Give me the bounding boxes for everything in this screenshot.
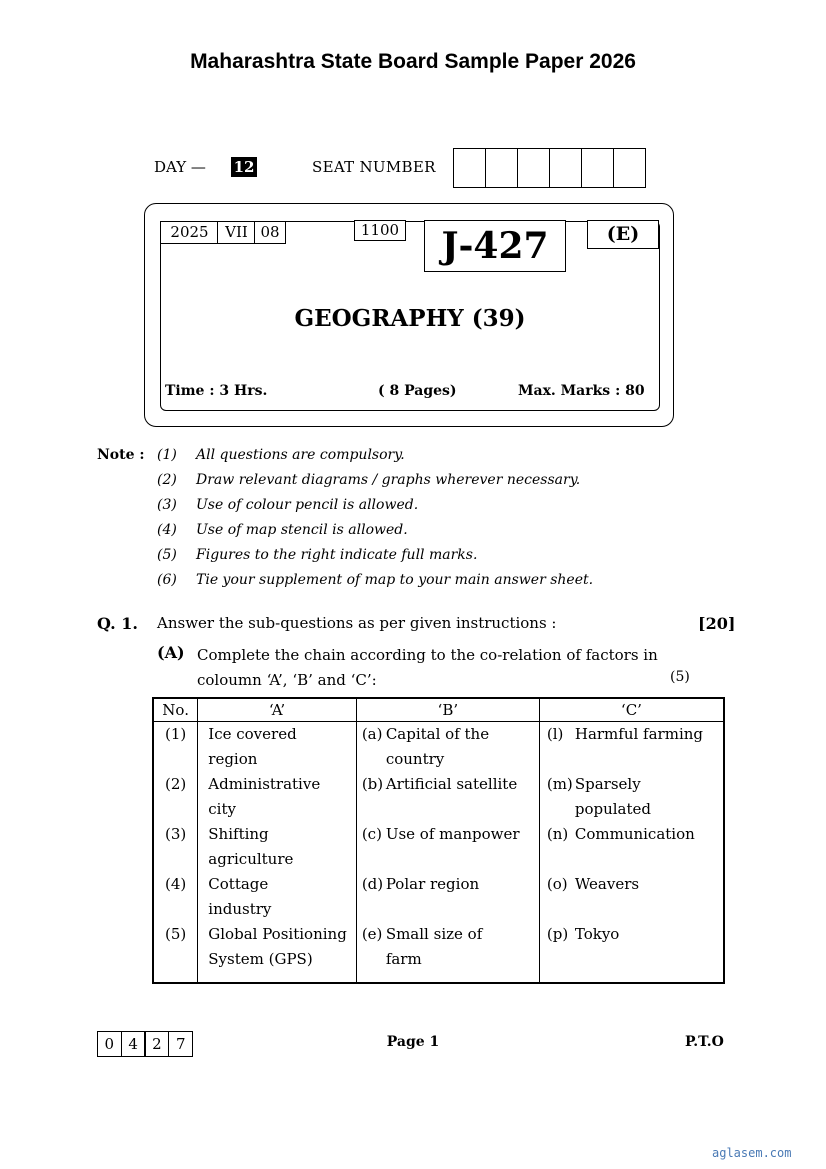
- question-marks: [20]: [698, 614, 736, 633]
- row-number: (2): [153, 772, 198, 822]
- cell-line: Communication: [574, 825, 695, 843]
- exam-year: 2025: [160, 221, 219, 244]
- row-number: (1): [153, 722, 198, 773]
- note-label: Note :: [97, 447, 145, 463]
- sub-question-marks: (5): [670, 669, 690, 685]
- seat-box: [549, 148, 582, 188]
- table-header-row: [153, 698, 724, 722]
- sub-question-line: Complete the chain according to the co-relation of factors in: [197, 646, 658, 664]
- seat-box: [613, 148, 646, 188]
- option-label: (e): [361, 925, 383, 943]
- page-title: Maharashtra State Board Sample Paper 2026: [190, 50, 636, 73]
- seat-box: [581, 148, 614, 188]
- note-item: [157, 547, 477, 563]
- sub-question-label: (A): [157, 643, 185, 662]
- column-c-cell: [539, 772, 724, 822]
- cell-line: populated: [574, 800, 652, 818]
- column-b-cell: [356, 822, 539, 872]
- language-code: (E): [587, 220, 659, 249]
- cell-line: country: [385, 750, 445, 768]
- cell-line: Use of manpower: [385, 825, 520, 843]
- column-header-b: ‘B’: [356, 698, 539, 722]
- cell-line: region: [208, 750, 258, 768]
- column-header-c: ‘C’: [539, 698, 724, 722]
- note-number: (6): [157, 572, 177, 588]
- note-item: [157, 522, 408, 538]
- seat-box: [453, 148, 486, 188]
- note-number: (5): [157, 547, 177, 563]
- sub-question-line: coloumn ‘A’, ‘B’ and ‘C’:: [197, 671, 377, 689]
- watermark: aglasem.com: [712, 1146, 792, 1160]
- question-number: Q. 1.: [97, 614, 138, 633]
- column-a-cell: [198, 772, 357, 822]
- note-text: Figures to the right indicate full marks.: [196, 547, 478, 563]
- column-c-cell: [539, 872, 724, 922]
- cell-line: Cottage: [208, 875, 269, 893]
- option-label: (l): [546, 725, 564, 743]
- option-label: (n): [546, 825, 569, 843]
- question-text: Answer the sub-questions as per given instructions :: [157, 614, 557, 632]
- column-a-cell: [198, 872, 357, 922]
- table-row: [153, 872, 724, 922]
- note-text: Use of colour pencil is allowed.: [196, 497, 419, 513]
- cell-line: Artificial satellite: [385, 775, 518, 793]
- cell-line: Administrative: [208, 775, 321, 793]
- cell-line: Capital of the: [385, 725, 490, 743]
- pto-label: P.T.O: [685, 1034, 724, 1050]
- seat-box: [517, 148, 550, 188]
- option-label: (b): [361, 775, 384, 793]
- note-item: [157, 472, 580, 488]
- table-row: [153, 922, 724, 983]
- column-a-cell: [198, 722, 357, 773]
- row-number: (4): [153, 872, 198, 922]
- note-number: (1): [157, 447, 177, 463]
- column-b-cell: [356, 922, 539, 983]
- row-number: (3): [153, 822, 198, 872]
- day-value: 12: [231, 157, 257, 177]
- column-b-cell: [356, 722, 539, 773]
- exam-date: 08: [254, 221, 286, 244]
- exam-month: VII: [217, 221, 256, 244]
- code-digit: 0: [97, 1031, 122, 1057]
- paper-code: J-427: [424, 220, 566, 272]
- exam-time-code: 1100: [354, 220, 406, 241]
- page-number: Page 1: [386, 1034, 440, 1050]
- day-label: DAY —: [154, 158, 206, 176]
- option-label: (o): [546, 875, 568, 893]
- note-text: Draw relevant diagrams / graphs wherever necessary.: [196, 472, 581, 488]
- note-number: (2): [157, 472, 177, 488]
- note-number: (3): [157, 497, 177, 513]
- column-a-cell: [198, 922, 357, 983]
- column-c-cell: [539, 922, 724, 983]
- table-row: [153, 722, 724, 773]
- column-c-cell: [539, 722, 724, 773]
- cell-line: farm: [385, 950, 422, 968]
- option-label: (c): [361, 825, 382, 843]
- sub-question-text: [197, 643, 658, 693]
- code-digit: 2: [144, 1031, 169, 1057]
- cell-line: System (GPS): [208, 950, 313, 968]
- cell-line: Tokyo: [574, 925, 620, 943]
- note-text: Tie your supplement of map to your main answer sheet.: [196, 572, 594, 588]
- code-digit: 4: [121, 1031, 146, 1057]
- note-number: (4): [157, 522, 177, 538]
- matching-table: [152, 697, 725, 984]
- row-number: (5): [153, 922, 198, 983]
- cell-line: Ice covered: [208, 725, 297, 743]
- cell-line: industry: [208, 900, 272, 918]
- cell-line: agriculture: [208, 850, 294, 868]
- note-item: [157, 497, 418, 513]
- option-label: (p): [546, 925, 569, 943]
- note-item: [157, 447, 405, 463]
- column-header-a: ‘A’: [198, 698, 357, 722]
- cell-line: Shifting: [208, 825, 269, 843]
- cell-line: Global Positioning: [208, 925, 347, 943]
- cell-line: Polar region: [385, 875, 480, 893]
- column-c-cell: [539, 822, 724, 872]
- option-label: (m): [546, 775, 573, 793]
- cell-line: Harmful farming: [574, 725, 704, 743]
- subject-title: GEOGRAPHY (39): [294, 305, 526, 332]
- table-row: [153, 772, 724, 822]
- seat-number-boxes: [454, 148, 646, 188]
- column-b-cell: [356, 772, 539, 822]
- exam-duration: Time : 3 Hrs.: [165, 383, 268, 399]
- cell-line: Sparsely: [574, 775, 641, 793]
- seat-box: [485, 148, 518, 188]
- table-row: [153, 822, 724, 872]
- code-digit: 7: [168, 1031, 193, 1057]
- seat-number-label: SEAT NUMBER: [312, 158, 436, 176]
- note-text: All questions are compulsory.: [196, 447, 405, 463]
- option-label: (a): [361, 725, 383, 743]
- cell-line: Small size of: [385, 925, 483, 943]
- page-count: ( 8 Pages): [378, 383, 457, 399]
- note-item: [157, 572, 593, 588]
- column-b-cell: [356, 872, 539, 922]
- note-text: Use of map stencil is allowed.: [196, 522, 408, 538]
- column-a-cell: [198, 822, 357, 872]
- column-header-no: No.: [153, 698, 198, 722]
- option-label: (d): [361, 875, 384, 893]
- cell-line: city: [208, 800, 236, 818]
- max-marks: Max. Marks : 80: [518, 383, 645, 399]
- cell-line: Weavers: [574, 875, 640, 893]
